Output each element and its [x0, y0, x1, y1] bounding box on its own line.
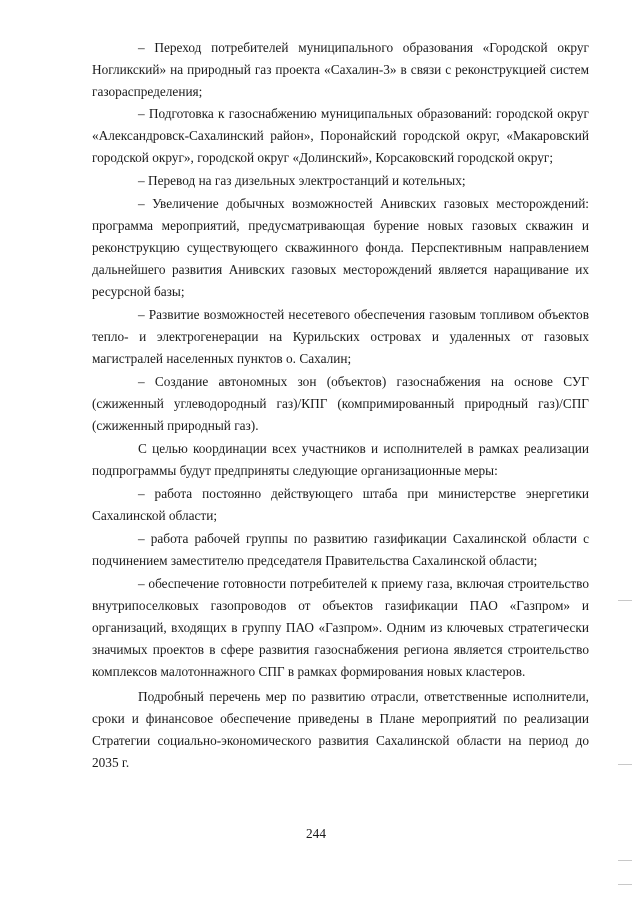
page-number: 244 [306, 826, 326, 841]
paragraph-gas-supply-preparation: – Подготовка к газоснабжению муниципальных образований: городской округ «Александровск-Сахалинский район», Поронайский городской округ, «Макаровский городской округ», городской округ «Долинский», Корсаковский городской округ; [92, 106, 589, 165]
paragraph-coordination-intro: С целью координации всех участников и исполнителей в рамках реализации подпрограммы будут предприняты следующие организационные меры: [92, 441, 589, 478]
paragraph-diesel-conversion: – Перевод на газ дизельных электростанций и котельных; [138, 173, 466, 188]
paragraph-detailed-list: Подробный перечень мер по развитию отрасли, ответственные исполнители, сроки и финансовое обеспечение приведены в Плане мероприятий по реализации Стратегии социально-экономического развития Сахалинской области на период до 2035 г. [92, 689, 589, 770]
paragraph-offgrid-gas-supply: – Развитие возможностей несетевого обеспечения газовым топливом объектов тепло- и электрогенерации на Курильских островах и удаленных от газовых магистралей населенных пунктов о. Сахалин; [92, 307, 589, 366]
scan-edge-mark [618, 884, 632, 885]
paragraph-consumer-readiness: – обеспечение готовности потребителей к приему газа, включая строительство внутрипоселковых газопроводов от объектов газификации ПАО «Газпром» и организаций, входящих в группу ПАО «Газпром». Одним из ключевых стратегически значимых проектов в сфере развития газоснабжения региона является строительство комплексов малотоннажного СПГ в рамках формирования новых кластеров. [92, 576, 589, 679]
scan-edge-mark [618, 764, 632, 765]
paragraph-aniva-fields: – Увеличение добычных возможностей Анивских газовых месторождений: программа мероприятий, предусматривающая бурение новых газовых скважин и реконструкцию существующего скважинного фонда. Перспективным направлением дальнейшего развития Анивских газовых месторождений является наращивание их ресурсной базы; [92, 196, 589, 299]
paragraph-headquarters: – работа постоянно действующего штаба при министерстве энергетики Сахалинской области; [92, 486, 589, 523]
scan-edge-mark [618, 600, 632, 601]
document-body [92, 37, 589, 774]
paragraph-working-group: – работа рабочей группы по развитию газификации Сахалинской области с подчинением заместителю председателя Правительства Сахалинской области; [92, 531, 589, 568]
paragraph-nogliki-gas-transition: – Переход потребителей муниципального образования «Городской округ Ногликский» на природный газ проекта «Сахалин-3» в связи с реконструкцией систем газораспределения; [92, 40, 589, 99]
paragraph-autonomous-zones: – Создание автономных зон (объектов) газоснабжения на основе СУГ (сжиженный углеводородный газ)/КПГ (компримированный природный газ)/СПГ (сжиженный природный газ). [92, 374, 589, 433]
scan-edge-mark [618, 860, 632, 861]
